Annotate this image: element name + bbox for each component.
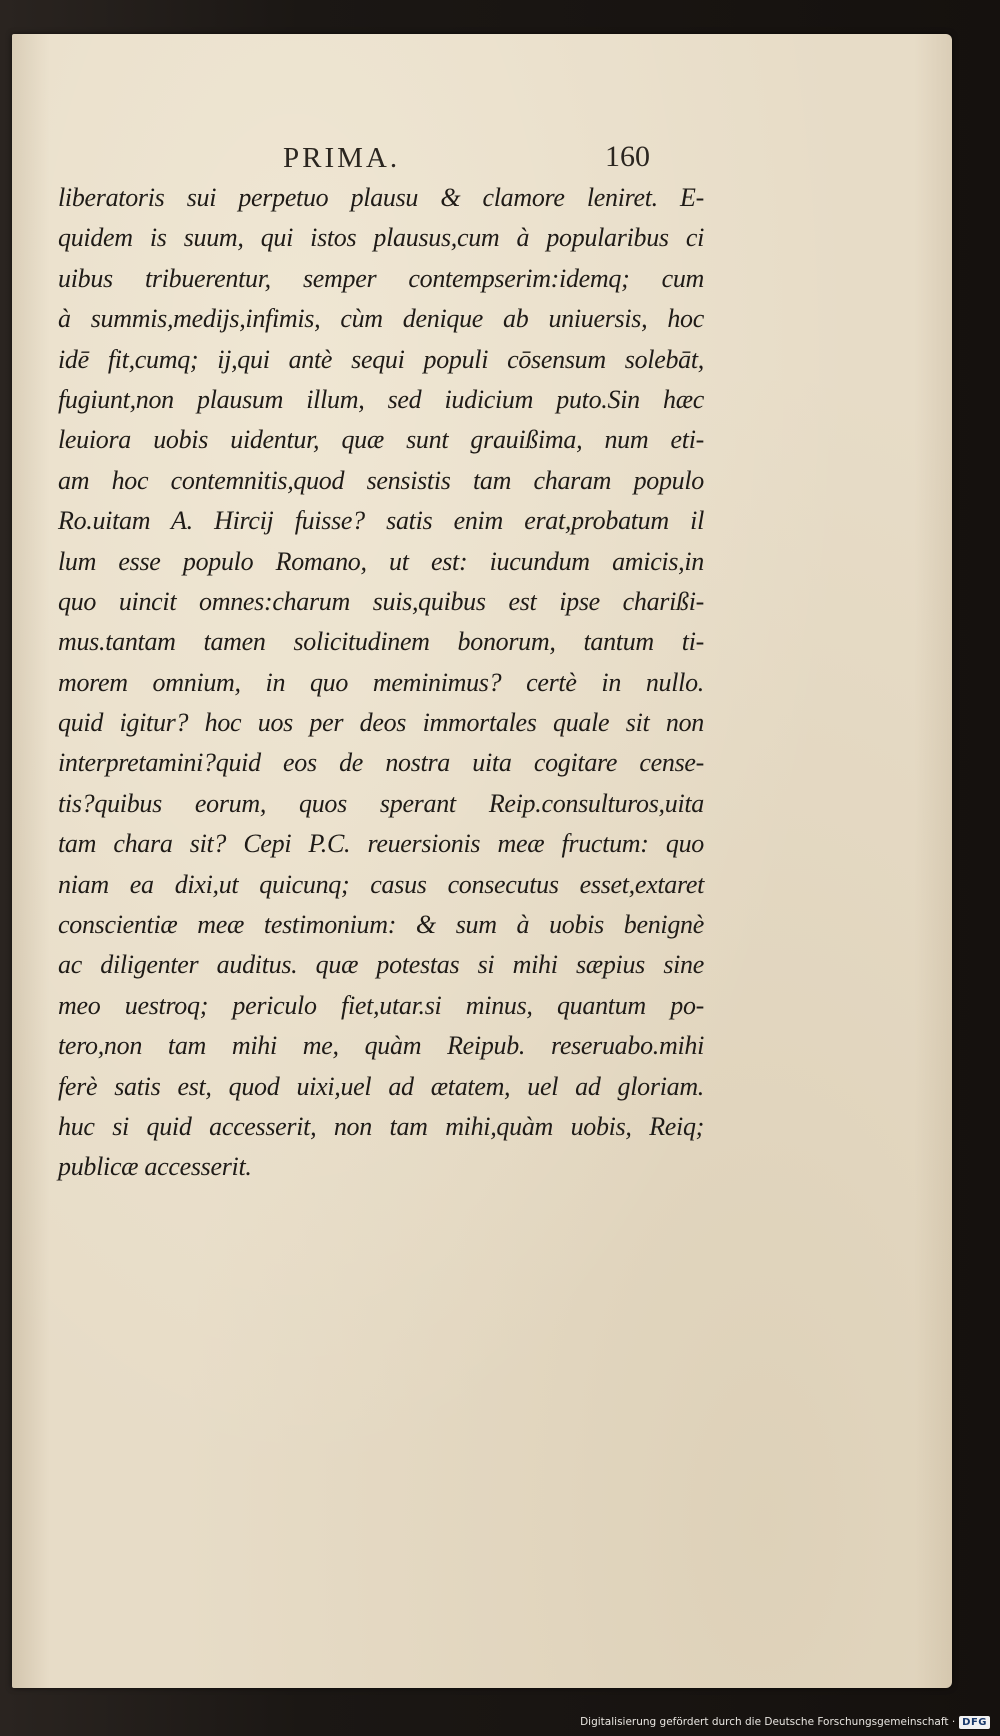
text-line: quo uincit omnes:charum suis,quibus est ipse charißi- <box>58 586 704 616</box>
text-line: uibus tribuerentur, semper contempserim:idemq; cum <box>58 263 704 293</box>
text-line: quid igitur? hoc uos per deos immortales quale sit non <box>58 708 704 738</box>
text-line: à summis,medijs,infimis, cùm denique ab uniuersis, hoc <box>58 304 704 334</box>
text-line: morem omnium, in quo meminimus? certè in nullo. <box>58 667 704 697</box>
text-line: mus.tantam tamen solicitudinem bonorum, tantum ti- <box>58 627 704 657</box>
text-line: conscientiæ meæ testimonium: & sum à uobis benignè <box>58 910 704 940</box>
text-line: leuiora uobis uidentur, quæ sunt grauißima, num eti- <box>58 425 704 455</box>
text-line: idē fit,cumq; ij,qui antè sequi populi cōsensum solebāt, <box>58 344 704 374</box>
text-line: Ro.uitam A. Hircij fuisse? satis enim erat,probatum il <box>58 506 704 536</box>
dfg-logo-icon: DFG <box>959 1716 990 1729</box>
text-line: ac diligenter auditus. quæ potestas si mihi sæpius sine <box>58 950 704 980</box>
text-line: niam ea dixi,ut quicunq; casus consecutus esset,extaret <box>58 869 704 899</box>
text-line: fugiunt,non plausum illum, sed iudicium puto.Sin hæc <box>58 384 704 414</box>
text-line: tis?quibus eorum, quos sperant Reip.consulturos,uita <box>58 788 704 818</box>
text-line: quidem is suum, qui istos plausus,cum à popularibus ci <box>58 223 704 253</box>
text-line: tam chara sit? Cepi P.C. reuersionis meæ fructum: quo <box>58 829 704 859</box>
text-line: am hoc contemnitis,quod sensistis tam charam populo <box>58 465 704 495</box>
text-line: tero,non tam mihi me, quàm Reipub. reseruabo.mihi <box>58 1031 704 1061</box>
text-line: meo uestroq; periculo fiet,utar.si minus, quantum po- <box>58 990 704 1020</box>
text-line: liberatoris sui perpetuo plausu & clamore leniret. E- <box>58 183 704 212</box>
text-line: huc si quid accesserit, non tam mihi,quàm uobis, Reiq; <box>58 1111 704 1141</box>
text-line-last: publicæ accesserit. <box>58 1152 252 1182</box>
digitization-credit <box>580 1712 990 1732</box>
text-line: interpretamini?quid eos de nostra uita cogitare cense- <box>58 748 704 778</box>
text-line: ferè satis est, quod uixi,uel ad ætatem, uel ad gloriam. <box>58 1071 704 1101</box>
running-head: PRIMA. <box>283 142 401 174</box>
body-text <box>58 178 704 1188</box>
credit-text: Digitalisierung gefördert durch die Deutsche Forschungsgemeinschaft · <box>580 1716 956 1728</box>
page-number: 160 <box>605 140 650 173</box>
text-line: lum esse populo Romano, ut est: iucundum amicis,in <box>58 546 704 576</box>
